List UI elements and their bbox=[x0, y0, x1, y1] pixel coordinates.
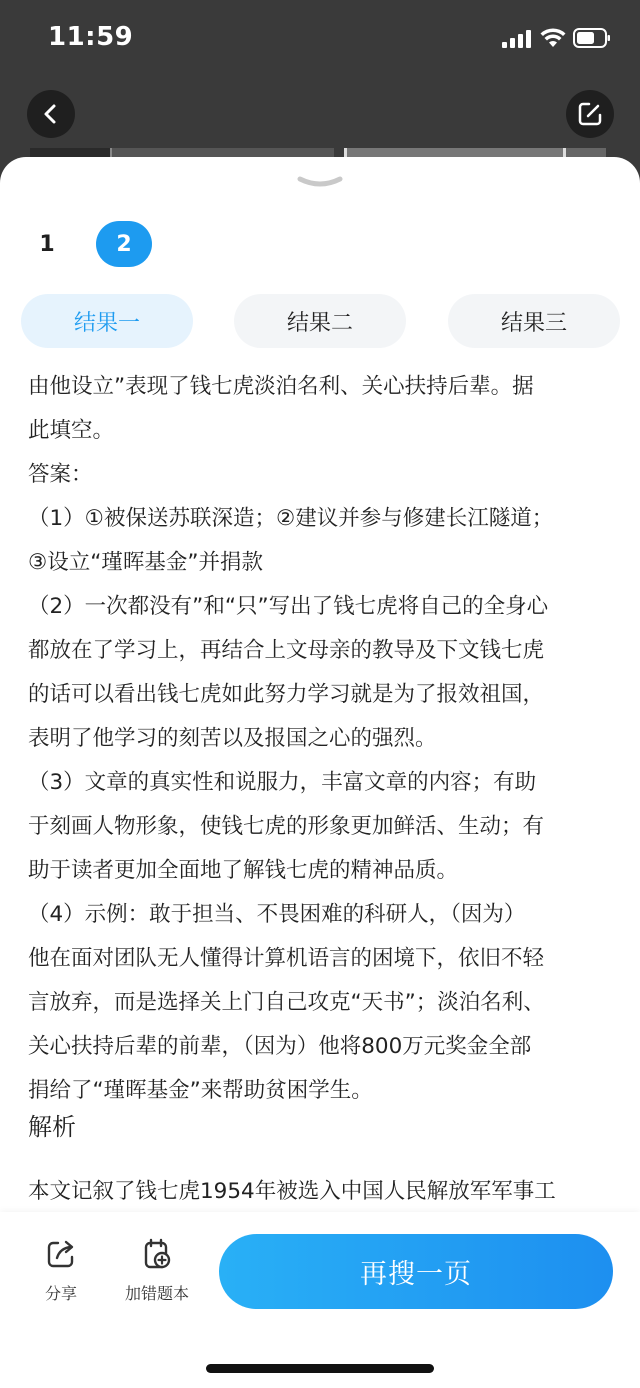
edit-icon bbox=[577, 101, 603, 127]
content-line: （1）①被保送苏联深造；②建议并参与修建长江隧道； bbox=[28, 506, 554, 531]
cellular-signal-icon bbox=[502, 30, 532, 48]
content-line: 于刻画人物形象，使钱七虎的形象更加鲜活、生动；有 bbox=[28, 814, 545, 839]
analysis-title: 解析 bbox=[28, 1113, 76, 1141]
add-mistake-label: 加错题本 bbox=[124, 1284, 189, 1303]
wifi-icon bbox=[540, 28, 566, 48]
answer-content bbox=[28, 365, 620, 1113]
result-tab-2[interactable]: 结果二 bbox=[234, 294, 406, 348]
result-tab-1[interactable]: 结果一 bbox=[21, 294, 193, 348]
share-icon bbox=[44, 1237, 78, 1271]
status-bar bbox=[0, 0, 640, 80]
content-line: 捐给了“瑾晖基金”来帮助贫困学生。 bbox=[28, 1078, 373, 1103]
back-button[interactable] bbox=[27, 90, 75, 138]
content-line: （4）示例：敢于担当、不畏困难的科研人，（因为） bbox=[28, 902, 526, 927]
content-line: 助于读者更加全面地了解钱七虎的精神品质。 bbox=[28, 858, 459, 883]
content-line: 此填空。 bbox=[28, 418, 115, 443]
home-indicator[interactable] bbox=[206, 1364, 434, 1373]
sheet-handle-chevron-down-icon[interactable] bbox=[296, 175, 344, 189]
share-label: 分享 bbox=[44, 1284, 77, 1303]
content-line: 的话可以看出钱七虎如此努力学习就是为了报效祖国， bbox=[28, 682, 545, 707]
page-tabs bbox=[0, 221, 640, 269]
analysis-text: 本文记叙了钱七虎1954年被选入中国人民解放军军事工 bbox=[28, 1179, 556, 1204]
edit-button[interactable] bbox=[566, 90, 614, 138]
result-tab-3[interactable]: 结果三 bbox=[448, 294, 620, 348]
content-line: 言放弃，而是选择关上门自己攻克“天书”；淡泊名利、 bbox=[28, 990, 545, 1015]
bottom-toolbar bbox=[0, 1212, 640, 1388]
content-line: （2）一次都没有”和“只”写出了钱七虎将自己的全身心 bbox=[28, 594, 549, 619]
content-line: 他在面对团队无人懂得计算机语言的困境下，依旧不轻 bbox=[28, 946, 545, 971]
answer-label: 答案： bbox=[28, 462, 93, 487]
page-tab-1[interactable]: 1 bbox=[39, 231, 55, 257]
search-again-button[interactable]: 再搜一页 bbox=[219, 1234, 613, 1309]
battery-icon bbox=[573, 28, 611, 48]
content-line: 关心扶持后辈的前辈，（因为）他将800万元奖金全部 bbox=[28, 1034, 532, 1059]
content-line: 都放在了学习上，再结合上文母亲的教导及下文钱七虎 bbox=[28, 638, 545, 663]
content-line: （3）文章的真实性和说服力，丰富文章的内容；有助 bbox=[28, 770, 537, 795]
share-button[interactable] bbox=[16, 1237, 106, 1304]
content-line: ③设立“瑾晖基金”并捐款 bbox=[28, 550, 264, 575]
status-time: 11:59 bbox=[48, 22, 134, 52]
chevron-left-icon bbox=[40, 103, 62, 125]
add-mistake-button[interactable] bbox=[112, 1237, 202, 1304]
add-note-icon bbox=[140, 1237, 174, 1271]
page-tab-2[interactable]: 2 bbox=[96, 221, 152, 267]
result-tabs bbox=[0, 294, 640, 350]
content-line: 由他设立”表现了钱七虎淡泊名利、关心扶持后辈。据 bbox=[28, 374, 534, 399]
content-line: 表明了他学习的刻苦以及报国之心的强烈。 bbox=[28, 726, 437, 751]
result-sheet bbox=[0, 157, 640, 1388]
